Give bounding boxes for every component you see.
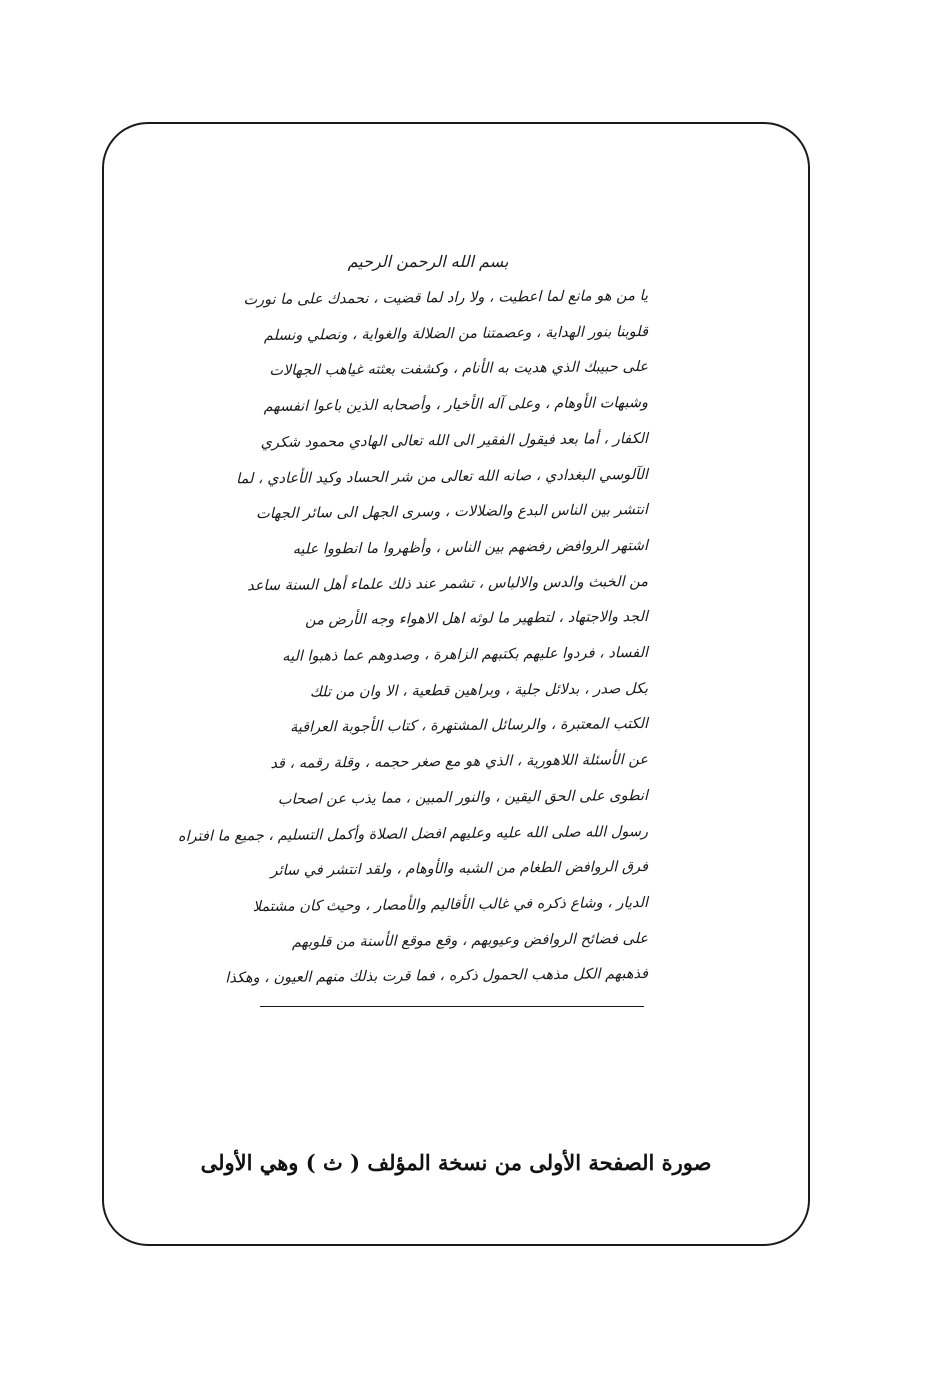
manuscript-line: الكفار ، أما بعد فيقول الفقير الى الله تعالى الهادي محمود شكري	[260, 430, 649, 451]
manuscript-line: قلوبنا بنور الهداية ، وعصمتنا من الضلالة والغواية ، ونصلي ونسلم	[263, 323, 649, 344]
manuscript-line: فرق الروافض الطغام من الشبه والأوهام ، ولقد انتشر في سائر	[270, 859, 649, 880]
manuscript-line: انطوى على الحق اليقين ، والنور المبين ، مما يذب عن اصحاب	[277, 787, 649, 808]
manuscript-line: اشتهر الروافض رفضهم بين الناس ، وأظهروا ما انطووا عليه	[292, 537, 649, 558]
manuscript-line: عن الأسئلة اللاهورية ، الذي هو مع صغر حجمه ، وقلة رقمه ، قد	[270, 752, 649, 773]
manuscript-line: وشبهات الأوهام ، وعلى آله الأخيار ، وأصحابه الذين باعوا انفسهم	[263, 395, 649, 416]
manuscript-line: انتشر بين الناس البدع والضلالات ، وسرى الجهل الى سائر الجهات	[256, 502, 649, 523]
page-caption: صورة الصفحة الأولى من نسخة المؤلف ( ث ) وهي الأولى	[200, 1150, 712, 1175]
manuscript-line: فذهبهم الكل مذهب الحمول ذكره ، فما قرت بذلك منهم العيون ، وهكذا	[225, 966, 649, 987]
manuscript-basmala: بسم الله الرحمن الرحيم	[347, 252, 509, 271]
manuscript-image	[177, 252, 649, 1012]
manuscript-line: يا من هو مانع لما اعطيت ، ولا راد لما قضيت ، نحمدك على ما نورت	[243, 288, 649, 309]
manuscript-line: الفساد ، فردوا عليهم بكتبهم الزاهرة ، وصدوهم عما ذهبوا اليه	[282, 645, 649, 665]
manuscript-line: من الخبث والدس والالباس ، تشمر عند ذلك علماء أهل السنة ساعد	[247, 573, 649, 594]
manuscript-line: الديار ، وشاع ذكره في غالب الأقاليم والأمصار ، وحيث كان مشتملا	[252, 894, 649, 916]
manuscript-line: الآلوسي البغدادي ، صانه الله تعالى من شر الحساد وكيد الأعادي ، لما	[236, 466, 649, 487]
manuscript-bottom-rule	[260, 1006, 644, 1007]
manuscript-line: رسول الله صلى الله عليه وعليهم افضل الصلاة وأكمل التسليم ، جميع ما افتراه	[177, 823, 649, 845]
manuscript-line: الكتب المعتبرة ، والرسائل المشتهرة ، كتاب الأجوبة العراقية	[289, 716, 649, 737]
manuscript-line: على فضائح الروافض وعيوبهم ، وقع موقع الأسنة من قلوبهم	[291, 930, 649, 951]
manuscript-line: الجد والاجتهاد ، لتطهير ما لوثه اهل الاهواء وجه الأرض من	[305, 609, 649, 629]
manuscript-line: على حبيبك الذي هديت به الأنام ، وكشفت بعثته غياهب الجهالات	[269, 359, 649, 380]
manuscript-line: بكل صدر ، بدلائل جلية ، وبراهين قطعية ، الا وان من تلك	[309, 680, 649, 701]
